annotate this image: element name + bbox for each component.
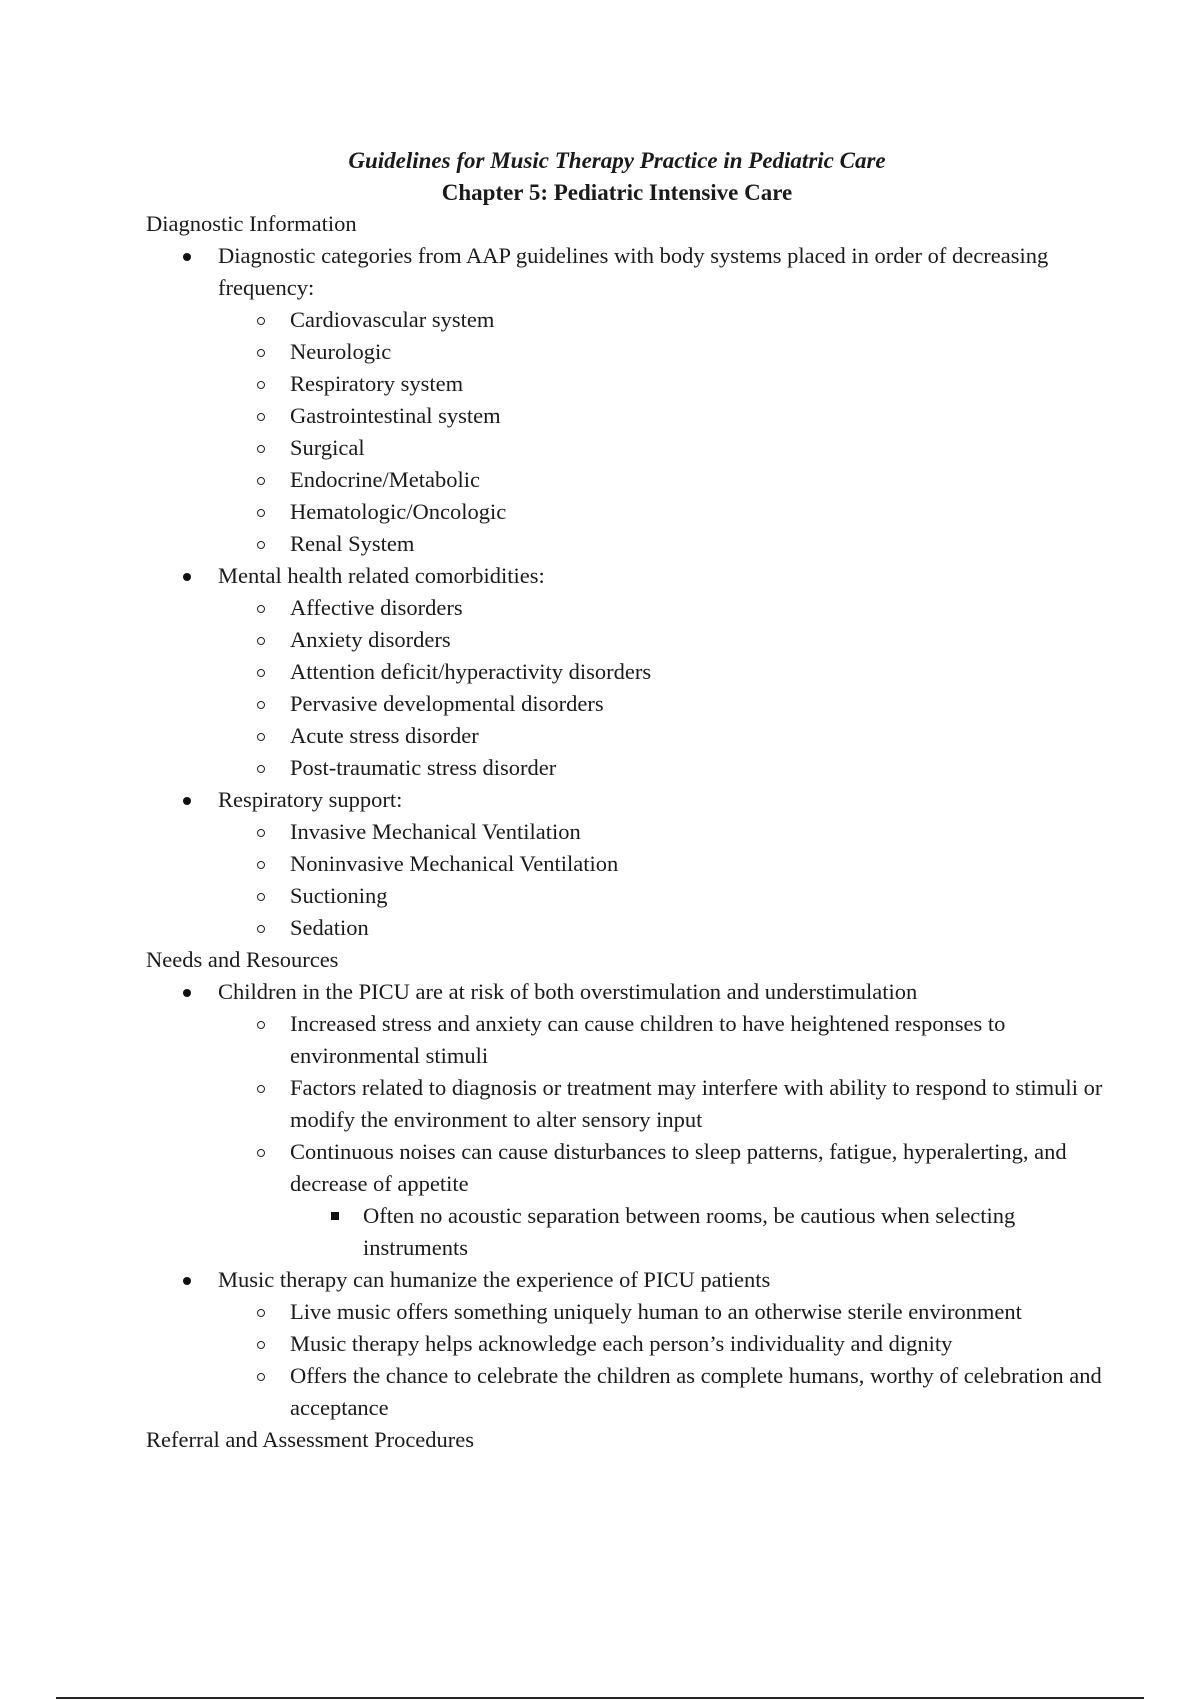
document-title: Guidelines for Music Therapy Practice in Pediatric Care [348,148,886,173]
noise-sub-list [146,1200,1106,1264]
list-item [146,976,1106,1008]
list-item: Suctioning [146,880,1106,912]
list-item: Live music offers something uniquely human to an otherwise sterile environment [146,1296,1106,1328]
list-item: Offers the chance to celebrate the children as complete humans, worthy of celebration and acceptance [146,1360,1106,1424]
bullet-text: Mental health related comorbidities: [218,563,545,588]
list-item: Acute stress disorder [146,720,1106,752]
list-item: Noninvasive Mechanical Ventilation [146,848,1106,880]
list-item: Gastrointestinal system [146,400,1106,432]
humanize-list [146,1296,1106,1424]
diagnostic-categories-list [146,304,1106,560]
list-item: Increased stress and anxiety can cause children to have heightened responses to environmental stimuli [146,1008,1106,1072]
section-heading-diagnostic: Diagnostic Information [146,211,357,236]
list-item [146,240,1106,304]
diagnostic-bullet-list [146,240,1106,304]
section-heading-needs: Needs and Resources [146,947,339,972]
document-body [146,208,1106,1456]
needs-bullet-list [146,976,1106,1008]
list-item: Cardiovascular system [146,304,1106,336]
list-item: Affective disorders [146,592,1106,624]
list-item: Continuous noises can cause disturbances to sleep patterns, fatigue, hyperalerting, and decrease of appetite [146,1136,1106,1200]
list-item [146,784,1106,816]
section-heading-referral: Referral and Assessment Procedures [146,1427,475,1452]
list-item: Music therapy helps acknowledge each person’s individuality and dignity [146,1328,1106,1360]
list-item: Respiratory system [146,368,1106,400]
list-item: Sedation [146,912,1106,944]
chapter-title: Chapter 5: Pediatric Intensive Care [441,180,793,205]
list-item: Attention deficit/hyperactivity disorders [146,656,1106,688]
list-item: Neurologic [146,336,1106,368]
list-item: Anxiety disorders [146,624,1106,656]
list-item: Post-traumatic stress disorder [146,752,1106,784]
list-item: Renal System [146,528,1106,560]
list-item: Invasive Mechanical Ventilation [146,816,1106,848]
mental-health-list [146,592,1106,784]
list-item: Hematologic/Oncologic [146,496,1106,528]
diagnostic-bullet-list [146,560,1106,592]
footer-divider [56,1697,1144,1699]
list-item: Often no acoustic separation between rooms, be cautious when selecting instruments [146,1200,1106,1264]
bullet-text: Respiratory support: [218,787,403,812]
list-item: Factors related to diagnosis or treatment may interfere with ability to respond to stimuli or modify the environment to alter sensory input [146,1072,1106,1136]
respiratory-support-list [146,816,1106,944]
list-item: Pervasive developmental disorders [146,688,1106,720]
stimulation-list [146,1008,1106,1200]
diagnostic-bullet-list [146,784,1106,816]
bullet-text: Music therapy can humanize the experience of PICU patients [218,1267,771,1292]
bullet-text: Children in the PICU are at risk of both overstimulation and understimulation [218,979,918,1004]
needs-bullet-list [146,1264,1106,1296]
bullet-text: Diagnostic categories from AAP guidelines with body systems placed in order of decreasing frequency: [218,243,1049,300]
list-item [146,1264,1106,1296]
list-item [146,560,1106,592]
list-item: Endocrine/Metabolic [146,464,1106,496]
list-item: Surgical [146,432,1106,464]
